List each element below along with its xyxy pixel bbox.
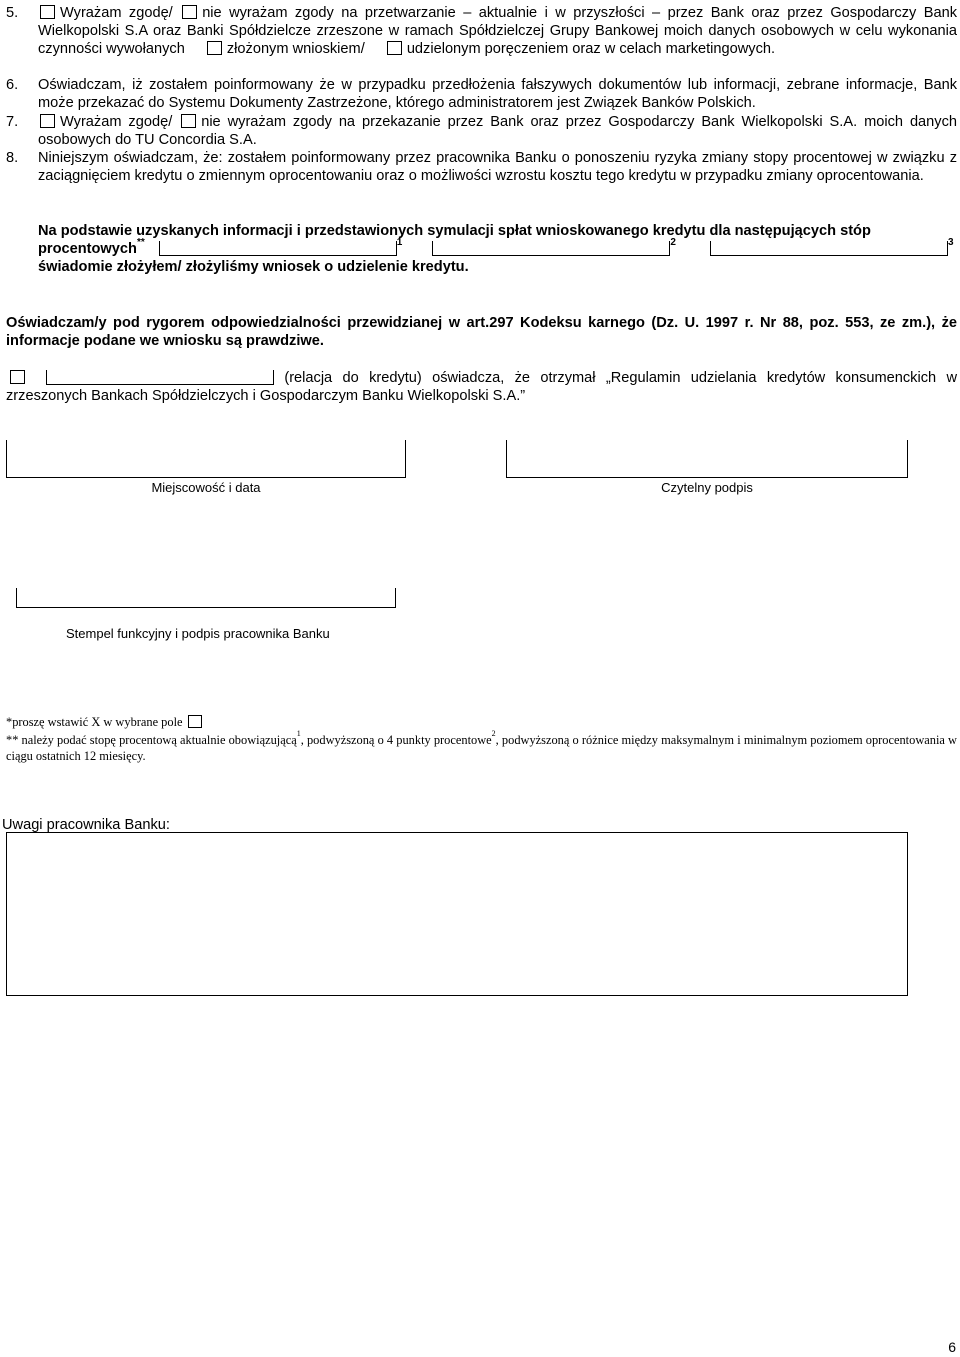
place-date-label: Miejscowość i data [151,480,261,495]
option-label: nie wyrażam zgody na przetwarzanie – aktualnie i w przyszłości – przez Bank oraz przez Gospodarczy Bank Wielkopolski S.A oraz Banki Spółdzielcze zrzeszone w ramach Spółdzielczej Grupy Bankowej moich danych osobowych w celu wykonania czynności wywołanych [38,5,957,58]
place-date-field[interactable] [6,440,406,478]
checkbox-sample-icon [188,715,202,728]
option-label: złożonym wnioskiem/ [226,41,365,58]
rates-label-marker: ** [136,237,145,249]
signature-field[interactable] [506,440,908,478]
decline-checkbox[interactable] [182,5,197,19]
option-label: Wyrażam zgodę/ [60,5,173,21]
footnote-marker: 1 [296,729,301,738]
footnote-rates-text: , podwyższoną o 4 punkty procentowe [300,733,492,747]
consent-checkbox[interactable] [40,114,55,128]
simulation-statement [38,222,957,277]
guarantee-checkbox[interactable] [387,41,402,55]
regulation-statement [6,369,957,405]
option-label: nie wyrażam zgody na przekazanie przez Bank oraz przez Gospodarczy Bank Wielkopolski S.A. moich danych osobowych do TU Concordia S.A. [38,114,957,149]
option-label: Wyrażam zgodę/ [60,114,173,130]
footnote-rates [6,729,958,764]
regulation-checkbox[interactable] [10,370,25,384]
notes-label: Uwagi pracownika Banku: [2,817,170,833]
stamp-label: Stempel funkcyjny i podpis pracownika Banku [66,626,330,641]
stamp-field[interactable] [16,588,396,608]
declaration-text: Oświadczam/y pod rygorem odpowiedzialności przewidzianej w art.297 Kodeksu karnego (Dz. U. 1997 r. Nr 88, poz. 553, ze zm.), że informacje podane we wniosku są prawdziwe. [6,315,957,350]
item-number: 5. [6,5,19,21]
statement-text: Oświadczam, iż zostałem poinformowany że w przypadku przedłożenia fałszywych dokumentów lub informacji, zebrane informacje, Bank może przekazać do Systemu Dokumenty Zastrzeżone, którego administratorem jest Związek Banków Polskich. [38,77,957,112]
bank-notes-box[interactable] [6,832,908,996]
statement-item-8 [6,149,957,185]
footnote-select-text: *proszę wstawić X w wybrane pole [6,715,183,729]
consent-item-5 [6,4,957,59]
signature-label: Czytelny podpis [661,480,753,495]
regulation-text: (relacja do kredytu) oświadcza, że otrzymał „Regulamin udzielania kredytów konsumenckich w zrzeszonych Bankach Spółdzielczych i Gospodarczym Banku Wielkopolski S.A.” [6,370,957,405]
footnote-marker: 2 [491,729,496,738]
rate-marker-2: 2 [670,237,676,249]
footnote-rates-text: , podwyższoną o różnice między maksymalnym i minimalnym poziomem oprocentowania w ciągu ostatnich 12 miesięcy. [6,733,958,763]
page-number: 6 [948,1339,956,1355]
rate-field-2[interactable] [432,241,670,256]
item-number: 8. [6,150,19,166]
item-number: 6. [6,77,19,93]
rates-label: procentowych [38,241,137,258]
rate-marker-3: 3 [948,237,954,249]
consent-checkbox[interactable] [40,5,55,19]
simulation-line: świadomie złożyłem/ złożyliśmy wniosek o udzielenie kredytu. [38,259,469,276]
footnote-rates-text: ** należy podać stopę procentową aktualnie obowiązującą [6,733,297,747]
consent-item-7 [6,113,957,149]
rate-field-3[interactable] [710,241,948,256]
item-number: 7. [6,114,19,130]
decline-checkbox[interactable] [181,114,196,128]
option-label: udzielonym poręczeniem oraz w celach marketingowych. [406,41,776,58]
footnote-select [6,714,207,730]
rate-field-1[interactable] [159,241,397,256]
application-checkbox[interactable] [207,41,222,55]
statement-text: Niniejszym oświadczam, że: zostałem poinformowany przez pracownika Banku o ponoszeniu ryzyka zmiany stopy procentowej w związku z zaciągnięciem kredytu o zmiennym oprocentowaniu oraz o możliwości wzrostu kosztu tego kredytu w przypadku zmiany oprocentowania. [38,150,957,185]
borrower-relation-field[interactable] [46,370,274,385]
rate-marker-1: 1 [396,237,403,249]
statement-item-6 [6,76,957,112]
simulation-line: Na podstawie uzyskanych informacji i przedstawionych symulacji spłat wnioskowanego kredytu dla następujących stóp [38,223,871,239]
